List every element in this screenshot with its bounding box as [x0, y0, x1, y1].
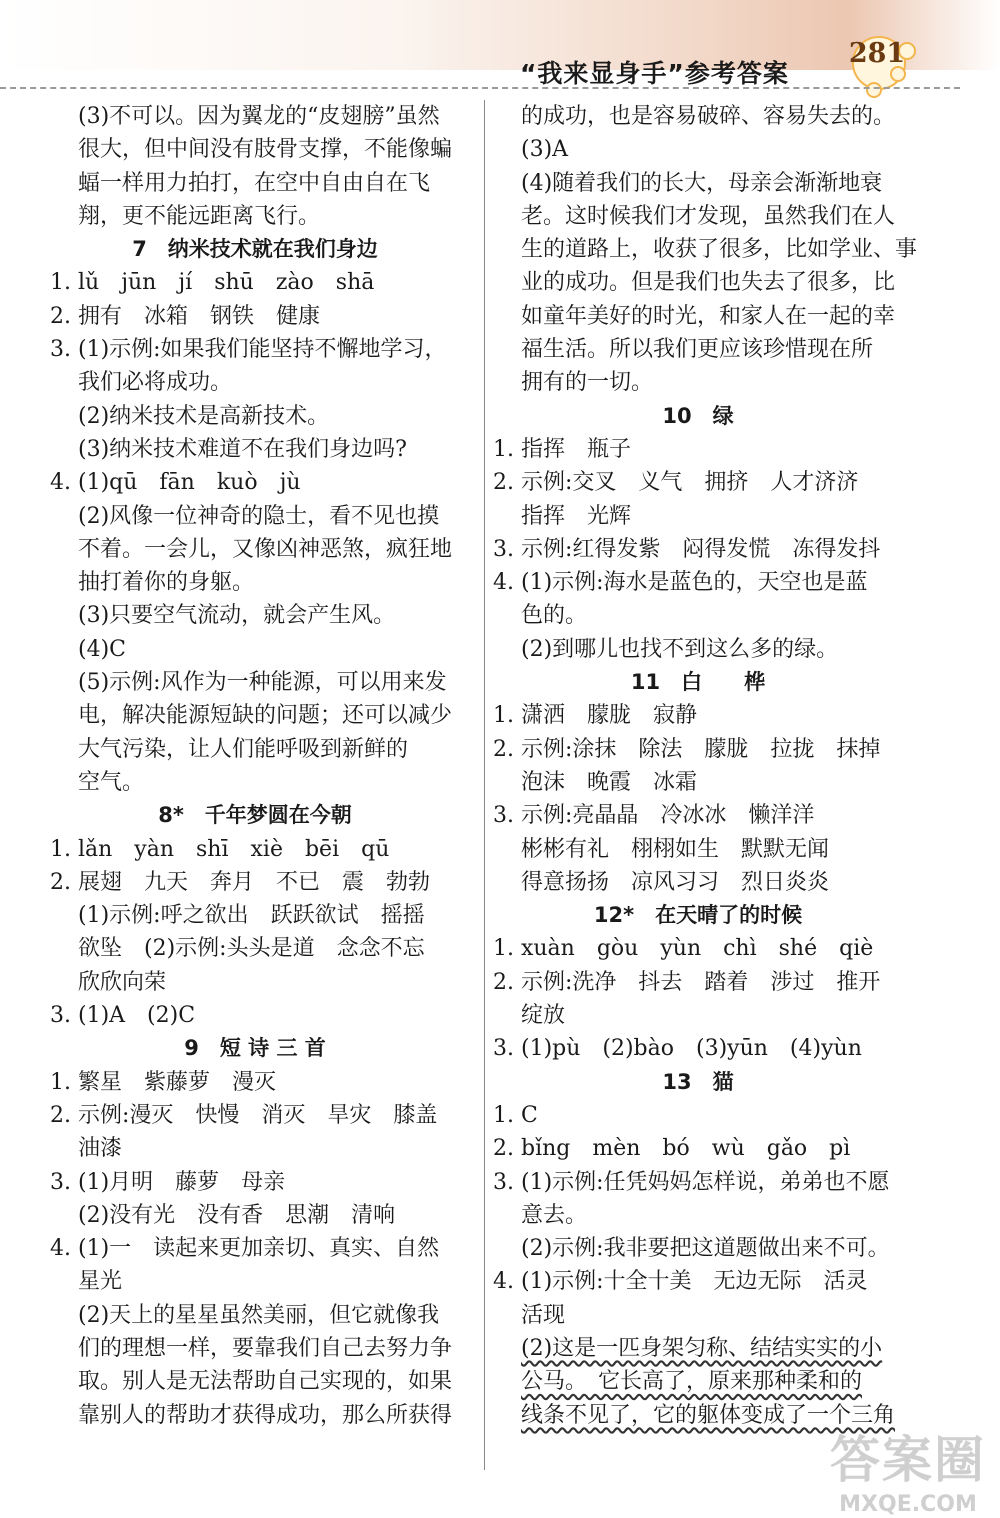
answer-line: 1. C — [493, 1102, 538, 1128]
answer-line: 业的成功。但是我们也失去了很多，比 — [521, 270, 896, 296]
answer-line: 欣欣向荣 — [78, 969, 167, 995]
underlined-answer: 线条不见了，它的躯体变成了一个三角 — [521, 1402, 896, 1428]
answer-line: 2. 示例:洗净 抖去 踏着 涉过 推开 — [493, 969, 881, 995]
header-dashed-rule — [0, 87, 960, 89]
answer-line: 4. (1)示例:十全十美 无边无际 活灵 — [493, 1269, 868, 1295]
answer-line: 大气污染，让人们能呼吸到新鲜的 — [78, 736, 409, 762]
column-divider — [484, 100, 485, 1470]
answer-line: 生的道路上，收获了很多，比如学业、事 — [521, 237, 918, 263]
answer-line: 拥有的一切。 — [521, 370, 654, 396]
answer-line: (2)示例:我非要把这道题做出来不可。 — [521, 1236, 890, 1262]
answer-line: (2)天上的星星虽然美丽，但它就像我 — [78, 1302, 440, 1328]
section-title: 12* 在天晴了的时候 — [593, 903, 803, 928]
section-title: 11 白 桦 — [630, 670, 766, 695]
answer-line: 4. (1)一 读起来更加亲切、真实、自然 — [50, 1236, 440, 1262]
answer-line: 电，解决能源短缺的问题；还可以减少 — [78, 703, 453, 729]
section-title: 13 猫 — [662, 1069, 734, 1094]
answer-line: (3)不可以。因为翼龙的“皮翅膀”虽然 — [78, 104, 440, 129]
answer-line: 3. (1)月明 藤萝 母亲 — [50, 1169, 286, 1195]
answer-line: 指挥 光辉 — [521, 503, 632, 529]
answer-line: (2)纳米技术是高新技术。 — [78, 403, 330, 429]
section-title: 7 纳米技术就在我们身边 — [132, 237, 378, 262]
answer-line: 彬彬有礼 栩栩如生 默默无闻 — [521, 836, 830, 862]
answer-line: 得意扬扬 凉风习习 烈日炎炎 — [521, 869, 830, 895]
answer-line: 3. 示例:亮晶晶 冷冰冰 懒洋洋 — [493, 803, 815, 829]
answer-line: 福生活。所以我们更应该珍惜现在所 — [521, 337, 874, 363]
bubble-decoration — [866, 82, 882, 98]
answer-line: 抽打着你的身躯。 — [78, 570, 255, 596]
answer-line — [493, 1365, 903, 1398]
answer-line: 意去。 — [521, 1202, 588, 1228]
answer-line: (3)只要空气流动，就会产生风。 — [78, 603, 396, 629]
answer-line: 1. lǔ jūn jí shū zào shā — [50, 270, 375, 296]
answer-line: 不着。一会儿，又像凶神恶煞，疯狂地 — [78, 536, 453, 562]
answer-line: (1)示例:呼之欲出 跃跃欲试 摇摇 — [78, 903, 425, 929]
answer-line: 泡沫 晚霞 冰霜 — [521, 769, 698, 795]
answer-line: 我们必将成功。 — [78, 370, 233, 396]
answer-line: 2. 拥有 冰箱 钢铁 健康 — [50, 303, 320, 329]
answer-line: 靠别人的帮助才获得成功，那么所获得 — [78, 1402, 453, 1428]
right-column — [493, 100, 918, 1432]
answer-line: (5)示例:风作为一种能源，可以用来发 — [78, 670, 447, 696]
answer-line — [493, 1332, 903, 1365]
answer-line: 们的理想一样，要靠我们自己去努力争 — [78, 1335, 453, 1361]
page-header-title: “我来显身手”参考答案 — [520, 59, 789, 88]
section-title: 8* 千年梦圆在今朝 — [158, 803, 352, 828]
answer-line: (4)随着我们的长大，母亲会渐渐地衰 — [521, 170, 883, 196]
answer-line: 3. 示例:红得发紫 闷得发慌 冻得发抖 — [493, 536, 881, 562]
answer-line: 老。这时候我们才发现，虽然我们在人 — [521, 203, 896, 229]
answer-line: 1. 指挥 瓶子 — [493, 436, 631, 462]
answer-line: 的成功，也是容易破碎、容易失去的。 — [521, 104, 896, 129]
watermark — [818, 1420, 998, 1516]
answer-line: 3. (1)A (2)C — [50, 1003, 196, 1029]
answer-line: 如童年美好的时光，和家人在一起的幸 — [521, 303, 896, 329]
underlined-answer: 公马。 它长高了，原来那种柔和的 — [521, 1369, 863, 1395]
answer-line: 翔，更不能远距离飞行。 — [78, 203, 321, 229]
answer-line: 4. (1)qū fān kuò jù — [50, 470, 301, 496]
answer-line: 蝠一样用力拍打，在空中自由自在飞 — [78, 170, 431, 196]
watermark-logo-text: 答案圈 — [830, 1431, 986, 1489]
answer-line: 2. bǐng mèn bó wù gǎo pì — [493, 1136, 851, 1162]
page-number: 281 — [848, 38, 906, 69]
underlined-answer: (2)这是一匹身架匀称、结结实实的小 — [521, 1335, 883, 1361]
answer-line: 绽放 — [521, 1003, 566, 1029]
answer-line: 色的。 — [521, 603, 588, 629]
answer-line: 2. 展翅 九天 奔月 不已 震 勃勃 — [50, 869, 430, 895]
answer-line: 1. xuàn gòu yùn chì shé qiè — [493, 936, 874, 962]
answer-line: 活现 — [521, 1302, 566, 1328]
answer-line: 油漆 — [78, 1136, 123, 1162]
answer-line: 1. 潇洒 朦胧 寂静 — [493, 703, 697, 729]
section-title: 10 绿 — [662, 403, 734, 428]
answer-line: (4)C — [78, 636, 126, 662]
answer-line: 2. 示例:交叉 义气 拥挤 人才济济 — [493, 470, 859, 496]
answer-line: 3. (1)示例:如果我们能坚持不懈地学习， — [50, 337, 447, 363]
answer-line: 4. (1)示例:海水是蓝色的，天空也是蓝 — [493, 570, 868, 596]
answer-line: 欲坠 (2)示例:头头是道 念念不忘 — [78, 936, 425, 962]
answer-line: (2)没有光 没有香 思潮 清响 — [78, 1202, 396, 1228]
answer-line: 3. (1)示例:任凭妈妈怎样说，弟弟也不愿 — [493, 1169, 890, 1195]
answer-line: 很大，但中间没有肢骨支撑，不能像蝙 — [78, 137, 453, 163]
answer-line: 1. 繁星 紫藤萝 漫灭 — [50, 1069, 276, 1095]
answer-line: 2. 示例:涂抹 除法 朦胧 拉拢 抹掉 — [493, 736, 881, 762]
answer-line: (3)纳米技术难道不在我们身边吗? — [78, 436, 407, 462]
answer-line: 2. 示例:漫灭 快慢 消灭 旱灾 膝盖 — [50, 1102, 438, 1128]
watermark-url: MXQE.COM — [839, 1492, 977, 1517]
answer-line: 3. (1)pù (2)bào (3)yūn (4)yùn — [493, 1036, 862, 1062]
answer-line: 取。别人是无法帮助自己实现的，如果 — [78, 1369, 453, 1395]
section-title: 9 短 诗 三 首 — [184, 1036, 326, 1061]
answer-line: (2)风像一位神奇的隐士，看不见也摸 — [78, 503, 440, 529]
answer-line: 空气。 — [78, 769, 145, 795]
answer-line: (3)A — [521, 137, 569, 163]
answer-line: 星光 — [78, 1269, 123, 1295]
left-column — [50, 100, 460, 1432]
answer-line: (2)到哪儿也找不到这么多的绿。 — [521, 636, 839, 662]
answer-line: 1. lǎn yàn shī xiè bēi qū — [50, 836, 390, 862]
